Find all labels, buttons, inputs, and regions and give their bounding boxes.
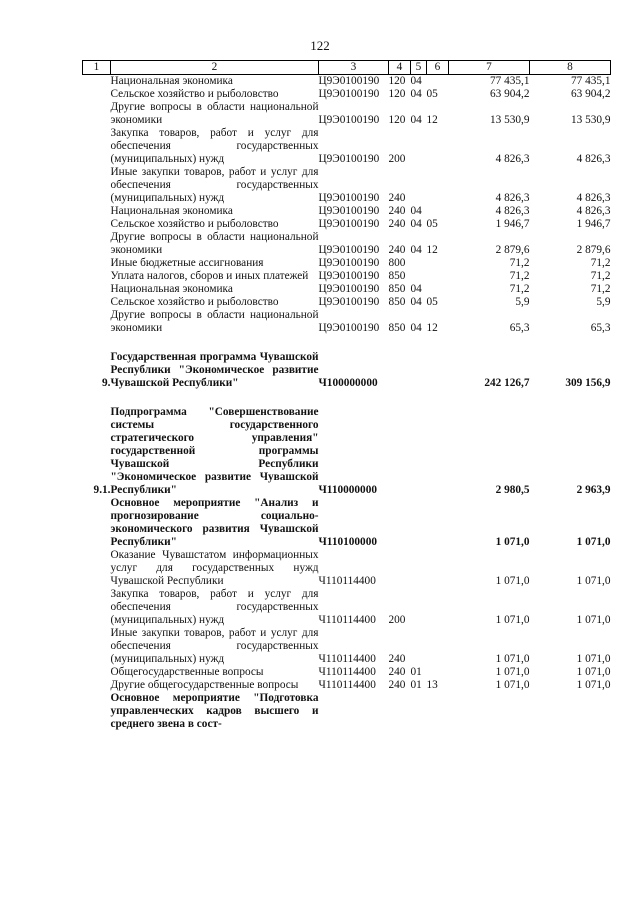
row-code: Ц9Э0100190: [318, 75, 380, 87]
row-value-2022: 1 071,0: [576, 575, 611, 587]
row-rz: 04: [410, 283, 422, 295]
row-vr: 120: [388, 88, 406, 100]
row-name: Закупка товаров, работ и услуг для обеспечения государственных (муниципальных) нужд: [110, 588, 319, 626]
row-pr: [427, 627, 449, 666]
row-number: [83, 88, 111, 101]
table-row: [83, 296, 611, 309]
row-vr: 240: [388, 666, 406, 678]
row-value-2022: 4 826,3: [576, 205, 611, 217]
row-number: 9.: [102, 377, 111, 389]
row-value-2021: 71,2: [509, 257, 530, 269]
row-value-2022: [530, 692, 611, 731]
row-pr: [427, 205, 449, 218]
row-rz: 01: [410, 679, 422, 691]
row-pr: [427, 257, 449, 270]
row-pr: [427, 549, 449, 588]
row-code: Ч110114400: [318, 614, 376, 626]
row-value-2021: 13 530,9: [489, 114, 530, 126]
row-value-2021: 242 126,7: [484, 377, 530, 389]
table-row: [83, 166, 611, 205]
row-name: Национальная экономика: [110, 205, 233, 217]
row-value-2022: 65,3: [590, 322, 611, 334]
row-rz: [411, 627, 427, 666]
row-code: Ц9Э0100190: [318, 296, 380, 308]
row-value-2022: 2 879,6: [576, 244, 611, 256]
row-value-2021: 1 946,7: [495, 218, 530, 230]
row-vr: 200: [388, 614, 406, 626]
header-row: [83, 61, 611, 75]
row-number: [83, 296, 111, 309]
row-rz: 04: [410, 296, 422, 308]
row-code: Ц9Э0100190: [318, 153, 380, 165]
row-pr: 12: [426, 114, 438, 126]
row-number: [83, 218, 111, 231]
row-value-2021: [449, 692, 530, 731]
row-vr: [389, 406, 411, 497]
row-number: [83, 101, 111, 127]
table-body: [83, 75, 611, 732]
row-pr: 05: [426, 296, 438, 308]
table-row: [83, 627, 611, 666]
row-number: [83, 283, 111, 296]
row-value-2022: 77 435,1: [570, 75, 611, 87]
row-rz: [411, 127, 427, 166]
table-row: [83, 666, 611, 679]
row-code: Ц9Э0100190: [318, 88, 380, 100]
row-value-2022: 4 826,3: [576, 192, 611, 204]
row-value-2021: 65,3: [509, 322, 530, 334]
row-name: Сельское хозяйство и рыболовство: [110, 88, 279, 100]
row-pr: [427, 692, 449, 731]
col-header-8: 8: [530, 61, 611, 75]
row-vr: 800: [388, 257, 406, 269]
table-row: [83, 309, 611, 335]
table-row: [83, 231, 611, 257]
row-value-2021: 71,2: [509, 270, 530, 282]
table-row: [83, 679, 611, 692]
row-code: Ц9Э0100190: [318, 205, 380, 217]
row-value-2022: 1 071,0: [576, 679, 611, 691]
row-code: Ч100000000: [318, 377, 378, 389]
row-value-2021: 4 826,3: [495, 205, 530, 217]
row-name: Сельское хозяйство и рыболовство: [110, 218, 279, 230]
row-value-2022: 2 963,9: [576, 484, 611, 496]
row-value-2021: 1 071,0: [495, 575, 530, 587]
row-name: Уплата налогов, сборов и иных платежей: [110, 270, 309, 282]
row-name: Иные закупки товаров, работ и услуг для обеспечения государственных (муниципальных) нужд: [110, 627, 319, 665]
row-rz: [411, 692, 427, 731]
row-number: [83, 270, 111, 283]
row-value-2022: 1 946,7: [576, 218, 611, 230]
row-name: Оказание Чувашстатом информационных услуг для государственных нужд Чувашской Республики: [110, 549, 319, 587]
row-value-2021: 1 071,0: [495, 536, 530, 548]
row-rz: [411, 497, 427, 549]
table-row: [83, 692, 611, 731]
row-value-2021: 4 826,3: [495, 192, 530, 204]
row-number: [83, 75, 111, 89]
row-rz: 04: [410, 114, 422, 126]
row-code: Ч110114400: [318, 666, 376, 678]
row-vr: 240: [388, 218, 406, 230]
row-value-2022: 71,2: [590, 270, 611, 282]
table-row: [83, 549, 611, 588]
row-value-2022: 309 156,9: [565, 377, 611, 389]
row-rz: [411, 270, 427, 283]
row-code: Ч110100000: [318, 536, 378, 548]
row-number: [83, 679, 111, 692]
row-name: Другие общегосударственные вопросы: [110, 679, 299, 691]
row-vr: 240: [388, 205, 406, 217]
row-rz: 04: [410, 75, 422, 87]
spacer-cell: [83, 390, 611, 406]
row-pr: 12: [426, 244, 438, 256]
row-vr: [389, 497, 411, 549]
row-name: Иные закупки товаров, работ и услуг для обеспечения государственных (муниципальных) нужд: [110, 166, 319, 204]
row-pr: 05: [426, 218, 438, 230]
row-pr: [427, 497, 449, 549]
spacer-cell: [83, 335, 611, 351]
table-row: [83, 88, 611, 101]
row-code: Ц9Э0100190: [318, 257, 380, 269]
row-value-2022: 71,2: [590, 283, 611, 295]
row-vr: [389, 351, 411, 390]
row-name: Другие вопросы в области национальной экономики: [110, 309, 319, 334]
row-code: Ч110114400: [318, 575, 376, 587]
row-rz: 01: [410, 666, 422, 678]
row-vr: [389, 549, 411, 588]
table-row: [83, 351, 611, 390]
row-number: [83, 549, 111, 588]
row-value-2022: 1 071,0: [576, 536, 611, 548]
row-number: [83, 588, 111, 627]
table-row: [83, 257, 611, 270]
row-code: Ц9Э0100190: [318, 322, 380, 334]
row-vr: 240: [388, 192, 406, 204]
row-name: Основное мероприятие "Подготовка управленческих кадров высшего и среднего звена в сост-: [110, 692, 319, 730]
row-name: Подпрограмма "Совершенствование системы государственного стратегического управления" государственной программы Чувашской Республики "Экономическое развитие Чувашской Республики": [110, 406, 319, 496]
row-vr: [389, 692, 411, 731]
row-name: Государственная программа Чувашской Республики "Экономическое развитие Чувашской Республики": [110, 351, 319, 389]
row-code: Ц9Э0100190: [318, 218, 380, 230]
row-rz: 04: [410, 88, 422, 100]
row-pr: [427, 588, 449, 627]
row-pr: [427, 351, 449, 390]
row-number: [83, 497, 111, 549]
row-code: Ц9Э0100190: [318, 270, 380, 282]
row-rz: [411, 166, 427, 205]
row-number: [83, 205, 111, 218]
row-pr: 13: [426, 679, 438, 691]
row-pr: [427, 166, 449, 205]
table-row: [83, 406, 611, 497]
row-code: Ц9Э0100190: [318, 244, 380, 256]
row-pr: [427, 270, 449, 283]
row-name: Национальная экономика: [110, 283, 233, 295]
table-row: [83, 497, 611, 549]
table-row: [83, 205, 611, 218]
col-header-5: 5: [411, 61, 427, 75]
row-number: [83, 627, 111, 666]
table-row: [83, 283, 611, 296]
row-name: Сельское хозяйство и рыболовство: [110, 296, 279, 308]
row-vr: 850: [388, 283, 406, 295]
table-row: [83, 75, 611, 89]
row-pr: 12: [426, 322, 438, 334]
row-value-2021: 1 071,0: [495, 679, 530, 691]
col-header-6: 6: [427, 61, 449, 75]
row-value-2021: 2 879,6: [495, 244, 530, 256]
row-vr: 240: [388, 679, 406, 691]
row-code: Ч110114400: [318, 653, 376, 665]
row-pr: [427, 666, 449, 679]
row-vr: 120: [388, 75, 406, 87]
col-header-1: 1: [83, 61, 111, 75]
row-rz: 04: [410, 218, 422, 230]
row-vr: 850: [388, 322, 406, 334]
budget-table: [82, 60, 611, 731]
table-row: [83, 127, 611, 166]
row-code: Ч110114400: [318, 679, 376, 691]
row-pr: [427, 406, 449, 497]
row-value-2022: 13 530,9: [570, 114, 611, 126]
row-code: Ч110000000: [318, 484, 378, 496]
row-name: Другие вопросы в области национальной экономики: [110, 231, 319, 256]
row-number: [83, 257, 111, 270]
row-rz: [411, 406, 427, 497]
row-value-2022: 1 071,0: [576, 653, 611, 665]
table-row: [83, 588, 611, 627]
row-number: [83, 127, 111, 166]
row-rz: [411, 588, 427, 627]
table-row: [83, 270, 611, 283]
row-rz: 04: [410, 244, 422, 256]
row-vr: 240: [388, 653, 406, 665]
col-header-2: 2: [111, 61, 319, 75]
row-number: [83, 692, 111, 731]
row-value-2022: 71,2: [590, 257, 611, 269]
table-row: [83, 101, 611, 127]
row-rz: [411, 351, 427, 390]
row-vr: 850: [388, 296, 406, 308]
row-rz: 04: [410, 322, 422, 334]
row-number: 9.1.: [93, 484, 111, 496]
row-value-2021: 4 826,3: [495, 153, 530, 165]
table-row: [83, 218, 611, 231]
row-pr: [427, 127, 449, 166]
row-value-2022: 4 826,3: [576, 153, 611, 165]
row-value-2021: 77 435,1: [489, 75, 530, 87]
row-value-2021: 1 071,0: [495, 653, 530, 665]
row-name: Другие вопросы в области национальной экономики: [110, 101, 319, 126]
row-pr: [427, 283, 449, 296]
row-code: [319, 692, 389, 731]
row-value-2021: 63 904,2: [489, 88, 530, 100]
row-rz: [411, 549, 427, 588]
row-vr: 850: [388, 270, 406, 282]
row-name: Общегосударственные вопросы: [110, 666, 264, 678]
row-pr: [427, 75, 449, 89]
row-vr: 240: [388, 244, 406, 256]
row-number: [83, 231, 111, 257]
row-pr: 05: [426, 88, 438, 100]
row-name: Иные бюджетные ассигнования: [110, 257, 264, 269]
row-value-2022: 1 071,0: [576, 666, 611, 678]
row-number: [83, 666, 111, 679]
row-number: [83, 166, 111, 205]
spacer-row: [83, 335, 611, 351]
row-vr: 120: [388, 114, 406, 126]
row-number: [83, 309, 111, 335]
row-code: Ц9Э0100190: [318, 283, 380, 295]
row-name: Основное мероприятие "Анализ и прогнозирование социально-экономического развития Чувашской Республики": [110, 497, 319, 548]
row-value-2021: 1 071,0: [495, 614, 530, 626]
row-name: Закупка товаров, работ и услуг для обеспечения государственных (муниципальных) нужд: [110, 127, 319, 165]
row-value-2022: 1 071,0: [576, 614, 611, 626]
row-code: Ц9Э0100190: [318, 192, 380, 204]
col-header-3: 3: [319, 61, 389, 75]
spacer-row: [83, 390, 611, 406]
row-rz: 04: [410, 205, 422, 217]
col-header-7: 7: [449, 61, 530, 75]
row-name: Национальная экономика: [110, 75, 233, 87]
row-value-2021: 2 980,5: [495, 484, 530, 496]
row-rz: [411, 257, 427, 270]
page-number: 122: [310, 38, 330, 53]
col-header-4: 4: [389, 61, 411, 75]
row-code: Ц9Э0100190: [318, 114, 380, 126]
row-value-2021: 71,2: [509, 283, 530, 295]
row-value-2021: 5,9: [515, 296, 530, 308]
row-value-2022: 63 904,2: [570, 88, 611, 100]
row-value-2022: 5,9: [596, 296, 611, 308]
row-vr: 200: [388, 153, 406, 165]
row-value-2021: 1 071,0: [495, 666, 530, 678]
